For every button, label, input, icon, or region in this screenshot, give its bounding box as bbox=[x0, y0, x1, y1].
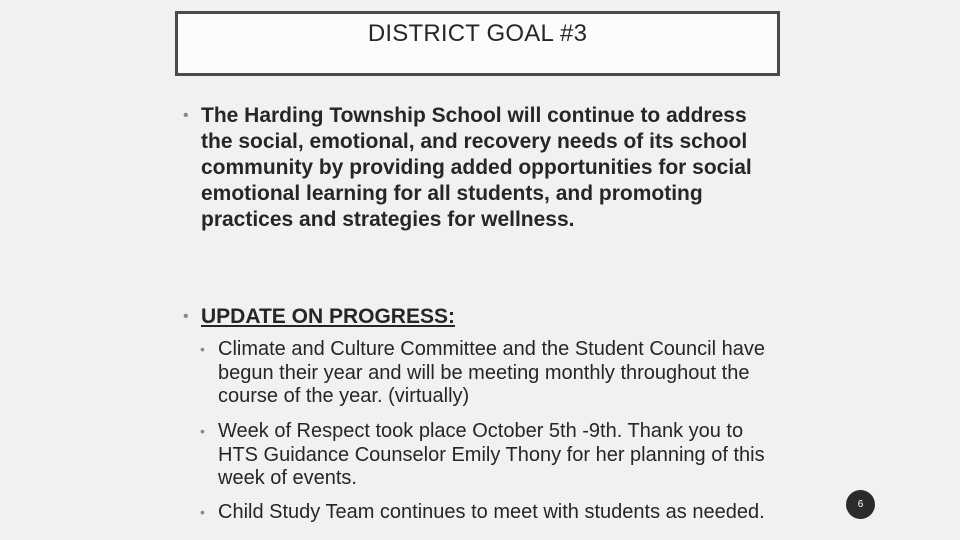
slide-title: DISTRICT GOAL #3 bbox=[367, 20, 588, 47]
bullet-dot: • bbox=[200, 341, 205, 357]
bullet-dot: • bbox=[183, 107, 189, 124]
bullet-dot: • bbox=[200, 504, 205, 520]
update-item-text: Child Study Team continues to meet with students as needed. bbox=[218, 501, 765, 523]
title-box bbox=[175, 11, 780, 76]
goal-text: The Harding Township School will continue to address the social, emotional, and recovery needs of its school community by providing added opportunities for social emotional learning for all students, and promoting practices and strategies for wellness. bbox=[201, 104, 752, 231]
update-heading: UPDATE ON PROGRESS: bbox=[201, 305, 455, 328]
update-item-text: Climate and Culture Committee and the Student Council have begun their year and will be meeting monthly throughout the course of the year. (virtually) bbox=[218, 338, 765, 407]
update-item-text: Week of Respect took place October 5th -9th. Thank you to HTS Guidance Counselor Emily Thony for her planning of this week of events. bbox=[218, 420, 765, 489]
page-number-badge: 6 bbox=[846, 490, 875, 519]
bullet-dot: • bbox=[183, 308, 189, 325]
bullet-dot: • bbox=[200, 423, 205, 439]
